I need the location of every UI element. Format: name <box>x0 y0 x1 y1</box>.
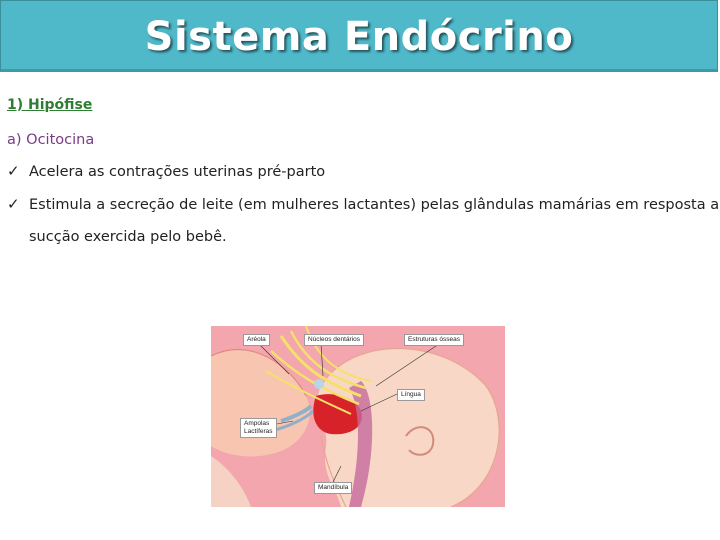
label-mandibula: Mandíbula <box>314 482 352 494</box>
page-title: Sistema Endócrino <box>144 14 574 60</box>
bullet-item-2 <box>7 188 719 222</box>
title-banner <box>0 0 718 72</box>
subheading: a) Ocitocina <box>7 132 95 148</box>
illustration-drawing <box>211 326 505 507</box>
label-lingua: Língua <box>397 389 425 401</box>
bullet-text: Acelera as contrações uterinas pré-parto <box>29 164 326 180</box>
label-ampolas: Ampolas Lactíferas <box>240 418 277 438</box>
label-areola: Aréola <box>243 334 270 346</box>
section-heading: 1) Hipófise <box>7 97 93 113</box>
checkmark-icon: ✓ <box>7 162 20 180</box>
label-nucleos: Núcleos dentários <box>304 334 364 346</box>
breastfeeding-illustration <box>211 326 505 507</box>
label-estruturas: Estruturas ósseas <box>404 334 464 346</box>
bullet-item-2-continuation: sucção exercida pelo bebê. <box>29 229 227 245</box>
bullet-item-1 <box>7 155 325 189</box>
bullet-text: Estimula a secreção de leite (em mulheres lactantes) pelas glândulas mamárias em resposta a <box>29 197 720 213</box>
checkmark-icon: ✓ <box>7 195 20 213</box>
